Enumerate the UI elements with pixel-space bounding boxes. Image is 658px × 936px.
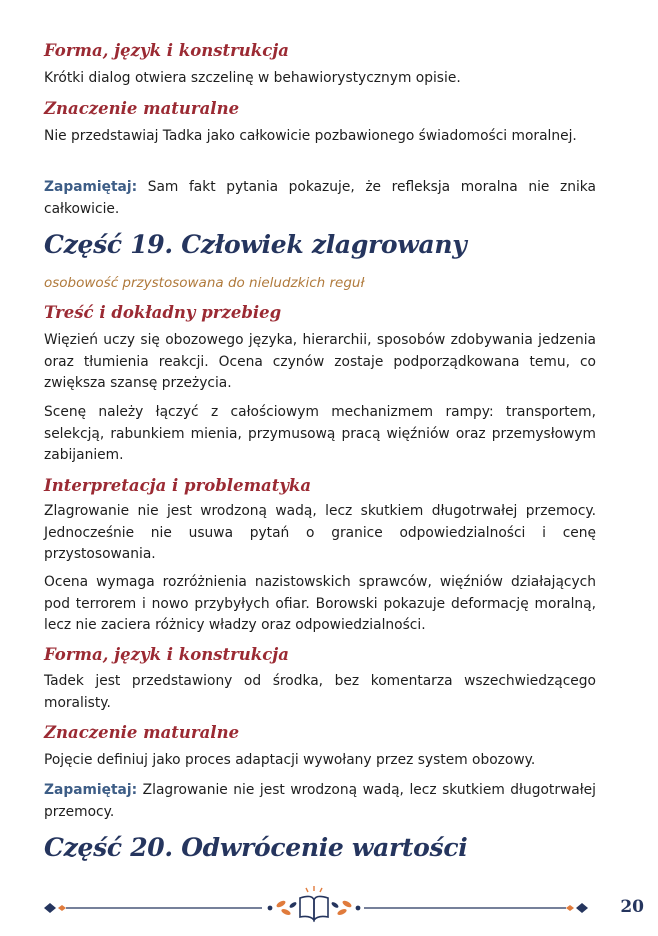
paragraph-form: Krótki dialog otwiera szczelinę w behawiorystycznym opisie.: [44, 70, 461, 86]
paragraph-exam-2: Pojęcie definiuj jako proces adaptacji wywołany przez system obozowy.: [44, 752, 536, 768]
section-heading-interpretation: Interpretacja i problematyka: [44, 476, 312, 495]
laurel-right-icon: [331, 899, 361, 916]
paragraph-interpretation-1: Zlagrowanie nie jest wrodzoną wadą, lecz skutkiem długotrwałej przemocy. Jednocześnie nie usuwa pytań o granice odpowiedzialności i cenę przystosowania.: [44, 503, 596, 562]
part-title-20: Część 20. Odwrócenie wartości: [44, 833, 468, 862]
diamond-right-icon: [566, 903, 588, 913]
section-heading-content: Treść i dokładny przebieg: [44, 303, 282, 322]
page-number: 20: [620, 897, 644, 917]
remember-text-2: Zlagrowanie nie jest wrodzoną wadą, lecz skutkiem długotrwałej przemocy.: [44, 782, 596, 820]
remember-label: Zapamiętaj:: [44, 179, 138, 195]
paragraph-content-2: Scenę należy łączyć z całościowym mechanizmem rampy: transportem, selekcją, rabunkiem mienia, przymusową pracą więźniów oraz przemysłowym zabijaniem.: [44, 404, 596, 463]
diamond-left-icon: [44, 903, 66, 913]
paragraph-interpretation-2: Ocena wymaga rozróżnienia nazistowskich sprawców, więźniów działających pod terrorem i nowo przybyłych ofiar. Borowski pokazuje deformację moralną, lecz nie zaciera różnicy władzy oraz odpowiedzialności.: [44, 574, 596, 633]
part-tagline-19: osobowość przystosowana do nieludzkich reguł: [44, 275, 365, 291]
remember-label-2: Zapamiętaj:: [44, 782, 138, 798]
open-book-icon: [300, 886, 328, 920]
footer-ornament: [0, 880, 658, 932]
section-heading-form: Forma, język i konstrukcja: [44, 41, 289, 60]
part-title-19: Część 19. Człowiek zlagrowany: [44, 230, 467, 259]
remember-note: [44, 177, 596, 220]
paragraph-form-2: Tadek jest przedstawiony od środka, bez komentarza wszechwiedzącego moralisty.: [44, 673, 596, 711]
page-footer: [0, 880, 658, 932]
remember-text: Sam fakt pytania pokazuje, że refleksja moralna nie znika całkowicie.: [44, 179, 596, 217]
paragraph-content-1: Więzień uczy się obozowego języka, hierarchii, sposobów zdobywania jedzenia oraz tłumienia reakcji. Ocena czynów zostaje podporządkowana temu, co zwiększa szansę przeżycia.: [44, 332, 596, 391]
remember-note-2: [44, 780, 596, 823]
laurel-left-icon: [268, 899, 298, 916]
section-heading-exam-2: Znaczenie maturalne: [44, 723, 240, 742]
paragraph-exam: Nie przedstawiaj Tadka jako całkowicie pozbawionego świadomości moralnej.: [44, 128, 577, 144]
section-heading-exam: Znaczenie maturalne: [44, 99, 240, 118]
section-heading-form-2: Forma, język i konstrukcja: [44, 645, 289, 664]
